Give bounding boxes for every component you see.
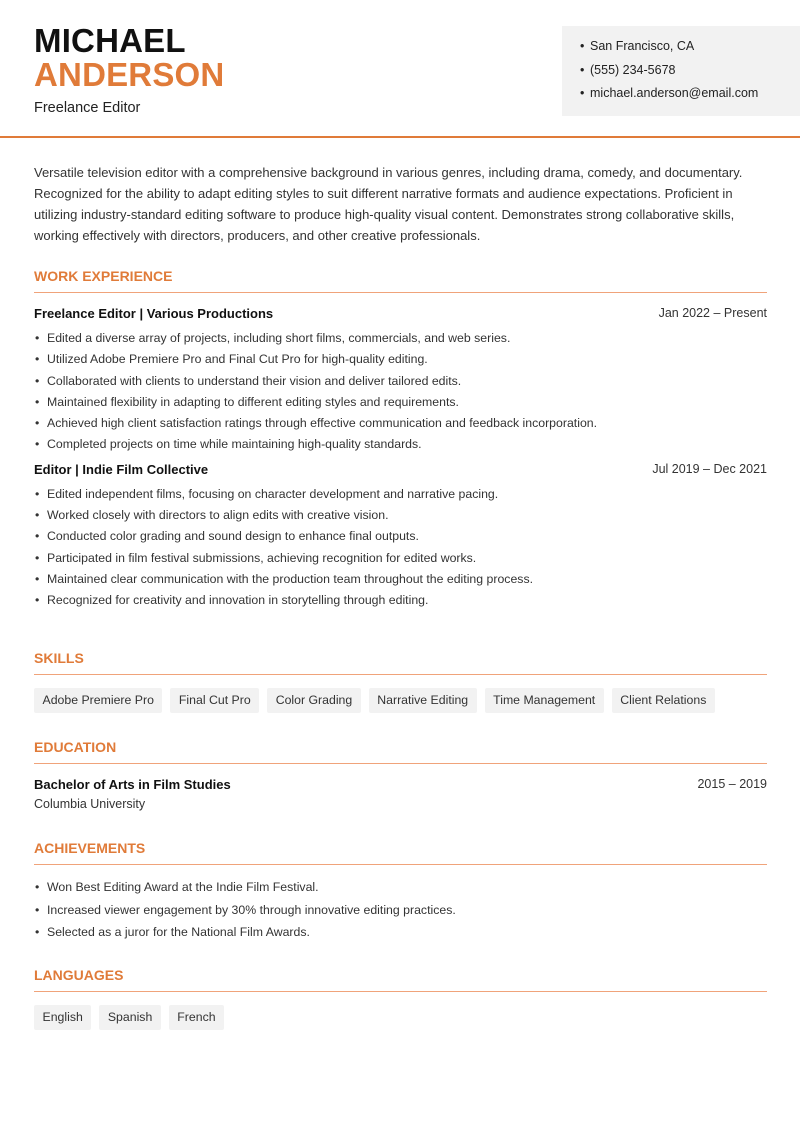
list-item: • Completed projects on time while maintaining high-quality standards. (34, 436, 767, 457)
list-item: • Maintained clear communication with the production team throughout the editing process. (34, 571, 767, 592)
job-date: Jan 2022 – Present (658, 306, 767, 320)
skill-chip: Final Cut Pro (170, 688, 259, 713)
list-item: • Achieved high client satisfaction ratings through effective communication and feedback incorporation. (34, 415, 767, 436)
list-item: • Participated in film festival submissions, achieving recognition for edited works. (34, 550, 767, 571)
job-bullets (34, 330, 767, 458)
list-item: • Increased viewer engagement by 30% through innovative editing practices. (34, 902, 767, 925)
language-chip: English (34, 1005, 91, 1030)
summary-text: Versatile television editor with a comprehensive background in various genres, including drama, comedy, and documentary. Recognized for the ability to adapt editing styles to suit different narrative formats and audience expectations. Proficient in utilizing industry-standard editing software to produce high-quality visual content. Demonstrates strong collaborative skills, working effectively with directors, producers, and other creative professionals. (34, 165, 743, 243)
skill-chip: Narrative Editing (369, 688, 477, 713)
skills-chips (34, 688, 767, 713)
language-chip: French (169, 1005, 224, 1030)
work-experience-section (34, 266, 767, 614)
contact-box (562, 26, 800, 116)
job-header (34, 462, 767, 482)
section-title-skills: SKILLS (34, 648, 767, 675)
section-title-work: WORK EXPERIENCE (34, 266, 767, 293)
section-title-education: EDUCATION (34, 737, 767, 764)
achievements-section (34, 838, 767, 947)
list-item: • Collaborated with clients to understand their vision and deliver tailored edits. (34, 373, 767, 394)
section-title-languages: LANGUAGES (34, 965, 767, 992)
section-title-achievements: ACHIEVEMENTS (34, 838, 767, 865)
skill-chip: Client Relations (612, 688, 715, 713)
summary-section (34, 162, 767, 246)
candidate-name (34, 24, 224, 92)
skills-section (34, 648, 767, 713)
list-item: • Recognized for creativity and innovation in storytelling through editing. (34, 592, 767, 613)
resume-header (0, 0, 800, 138)
job-date: Jul 2019 – Dec 2021 (652, 461, 767, 476)
job-bullets (34, 486, 767, 614)
job-title: Freelance Editor (34, 100, 141, 116)
skill-chip: Color Grading (267, 688, 361, 713)
list-item: • Worked closely with directors to align edits with creative vision. (34, 507, 767, 528)
skill-chip: Time Management (485, 688, 604, 713)
education-section (34, 737, 767, 811)
first-name: MICHAEL (34, 22, 186, 59)
achievements-list (34, 879, 767, 947)
list-item: • Conducted color grading and sound design to enhance final outputs. (34, 528, 767, 549)
contact-phone: • (555) 234-5678 (580, 62, 800, 86)
school-name: Columbia University (34, 797, 146, 811)
languages-section (34, 965, 767, 1030)
list-item: • Edited independent films, focusing on character development and narrative pacing. (34, 486, 767, 507)
job-role: Editor | Indie Film Collective (34, 461, 209, 477)
last-name: ANDERSON (34, 56, 225, 93)
language-chips (34, 1005, 767, 1030)
degree: Bachelor of Arts in Film Studies (34, 777, 231, 792)
list-item: • Won Best Editing Award at the Indie Film Festival. (34, 879, 767, 902)
list-item: • Edited a diverse array of projects, including short films, commercials, and web series. (34, 330, 767, 351)
list-item: • Utilized Adobe Premiere Pro and Final Cut Pro for high-quality editing. (34, 351, 767, 372)
language-chip: Spanish (99, 1005, 160, 1030)
education-date: 2015 – 2019 (697, 777, 767, 791)
skill-chip: Adobe Premiere Pro (34, 688, 162, 713)
contact-email[interactable]: • michael.anderson@email.com (580, 85, 800, 109)
education-header (34, 777, 767, 797)
job-header (34, 306, 767, 326)
list-item: • Maintained flexibility in adapting to different editing styles and requirements. (34, 394, 767, 415)
job-role: Freelance Editor | Various Productions (34, 306, 274, 321)
contact-location: • San Francisco, CA (580, 38, 800, 62)
list-item: • Selected as a juror for the National Film Awards. (34, 924, 767, 947)
contact-list (562, 26, 800, 109)
